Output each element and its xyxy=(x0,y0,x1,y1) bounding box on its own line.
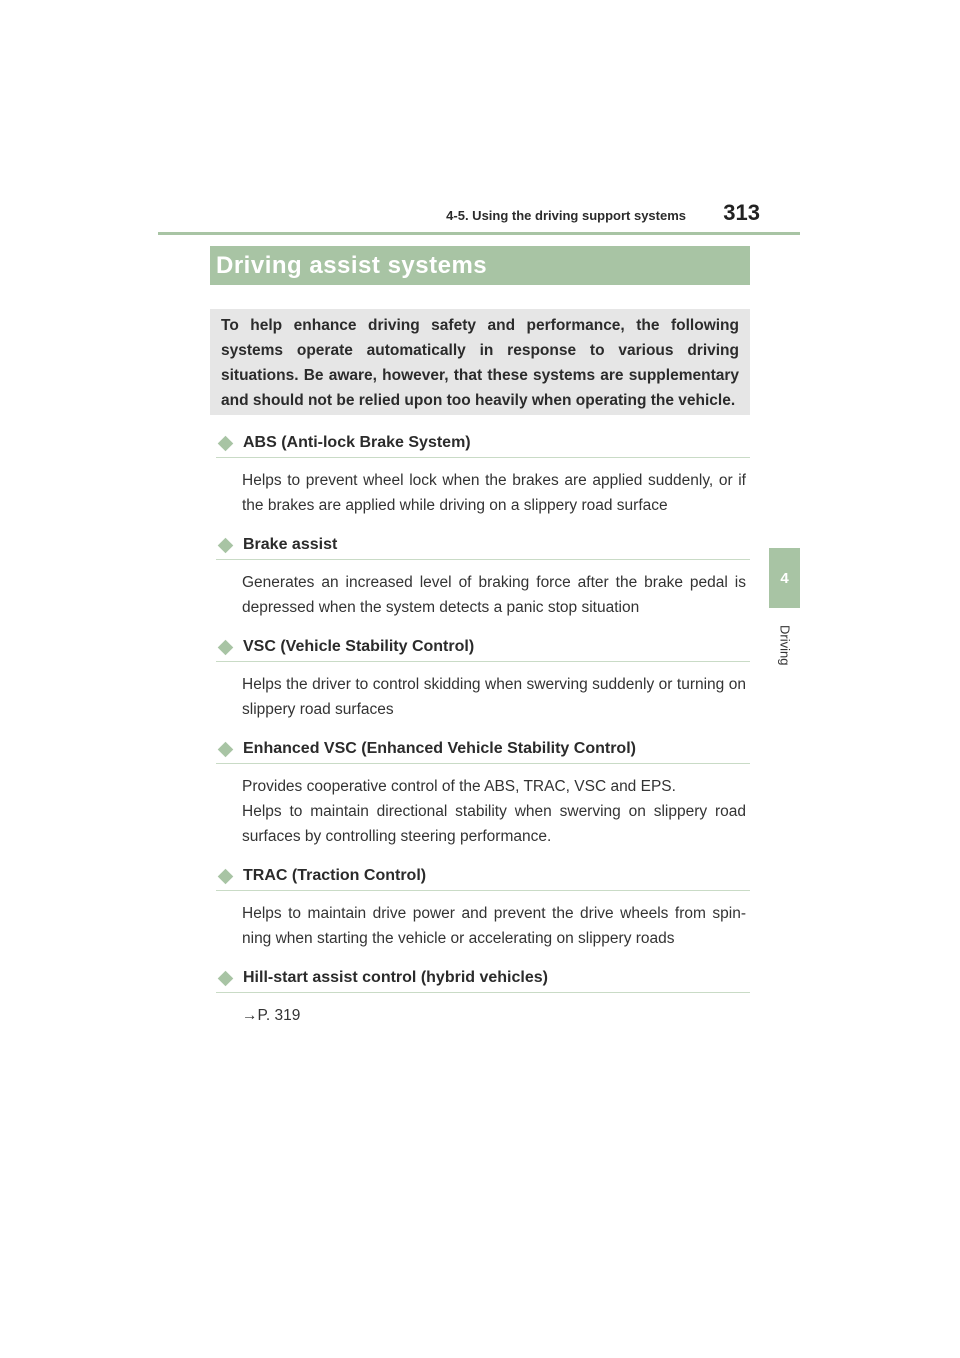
section-heading xyxy=(216,430,750,458)
section-heading-text: VSC (Vehicle Stability Control) xyxy=(243,638,475,655)
section-heading-text: Enhanced VSC (Enhanced Vehicle Stability Control) xyxy=(243,740,636,757)
section-body xyxy=(242,774,746,849)
section-brake-assist xyxy=(216,532,750,620)
diamond-bullet-icon xyxy=(218,639,234,655)
section-heading-text: ABS (Anti-lock Brake System) xyxy=(243,434,471,451)
section-paragraph: Helps the driver to control skidding when swerving suddenly or turning on slippery road surfaces xyxy=(242,676,746,718)
section-vsc xyxy=(216,634,750,722)
header-rule xyxy=(158,232,800,235)
section-heading xyxy=(216,965,750,993)
section-enhanced-vsc xyxy=(216,736,750,849)
section-heading xyxy=(216,634,750,662)
diamond-bullet-icon xyxy=(218,868,234,884)
chapter-label: Driving xyxy=(777,624,793,666)
section-heading xyxy=(216,532,750,560)
section-trac xyxy=(216,863,750,951)
content xyxy=(216,430,750,1042)
page-number: 313 xyxy=(723,200,760,225)
section-paragraph: Generates an increased level of braking force after the brake pedal is depressed when the system detects a panic stop situation xyxy=(242,574,746,616)
chapter-number: 4 xyxy=(780,569,789,587)
chapter-tab[interactable] xyxy=(769,548,800,608)
diamond-bullet-icon xyxy=(218,970,234,986)
diamond-bullet-icon xyxy=(218,435,234,451)
page-title-bar xyxy=(210,246,750,285)
page-reference-link[interactable]: →P. 319 xyxy=(242,1007,301,1024)
section-heading-text: TRAC (Traction Control) xyxy=(243,867,427,884)
header-section-title: 4-5. Using the driving support systems xyxy=(446,208,686,223)
section-body xyxy=(242,1003,746,1028)
section-paragraph: Helps to prevent wheel lock when the brakes are applied suddenly, or if the brakes are applied while driving on a slippery road surface xyxy=(242,472,746,514)
section-paragraph: Provides cooperative control of the ABS, TRAC, VSC and EPS. xyxy=(242,778,676,795)
section-body xyxy=(242,901,746,951)
section-paragraph: Helps to maintain directional stability when swerving on slippery road surfaces by controlling steering performance. xyxy=(242,803,746,845)
intro-box: To help enhance driving safety and performance, the following systems operate automatically in response to various driving situations. Be aware, however, that these systems are supplementary and should not be relied upon too heavily when operating the vehicle. xyxy=(210,309,750,415)
section-heading xyxy=(216,863,750,891)
section-heading-text: Brake assist xyxy=(243,536,338,553)
section-body xyxy=(242,672,746,722)
diamond-bullet-icon xyxy=(218,537,234,553)
page-title: Driving assist systems xyxy=(216,251,488,279)
section-heading-text: Hill-start assist control (hybrid vehicles) xyxy=(243,969,548,986)
section-body xyxy=(242,570,746,620)
section-body xyxy=(242,468,746,518)
section-abs xyxy=(216,430,750,518)
section-paragraph: Helps to maintain drive power and prevent the drive wheels from spin-ning when starting the vehicle or accelerating on slippery roads xyxy=(242,905,746,947)
section-hill-start xyxy=(216,965,750,1028)
diamond-bullet-icon xyxy=(218,741,234,757)
section-heading xyxy=(216,736,750,764)
